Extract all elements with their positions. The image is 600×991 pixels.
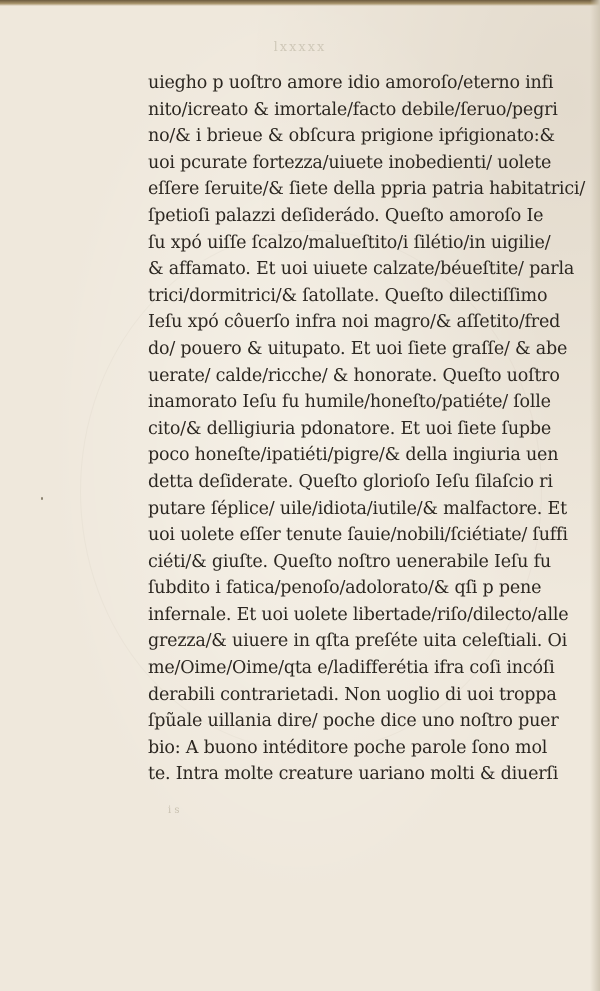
text-line: ſubdito i fatica/penoſo/adolorato/& qſi p pene [148,578,542,599]
text-line: bio: A buono intéditore poche parole ſono mol [148,737,548,758]
text-line: eſſere ſeruite/& ſiete della ppria patria habitatrici/ [148,179,586,200]
page-top-edge [0,0,600,6]
bottom-mark: i s [168,805,180,816]
text-line: do/ pouero & uitupato. Et uoi ſiete graſſe/ & abe [148,338,568,359]
ink-speck [41,497,43,500]
text-line: nito/icreato & imortale/facto debile/ſeruo/pegri [148,99,558,120]
text-line: uiegho p uoſtro amore idio amoroſo/eterno infi [148,73,554,93]
text-line: uoi uolete eſſer tenute ſauie/nobili/ſciétiate/ ſuffi [148,525,568,546]
text-line: uoi pcurate fortezza/uiuete inobedienti/ uolete [148,152,552,173]
text-line: me/Oime/Oime/qta e/ladifferétia ifra coſi incóſi [148,658,555,679]
page-right-edge [590,0,600,991]
text-line: detta deſiderate. Queſto glorioſo Ieſu ſilaſcio ri [148,471,553,492]
text-line: & affamato. Et uoi uiuete calzate/béueſtite/ parla [148,259,575,280]
text-line: ciéti/& giuſte. Queſto noſtro uenerabile Ieſu fu [148,551,551,572]
text-line: Ieſu xpó côuerſo infra noi magro/& aſſetito/fred [148,312,561,333]
text-line: ſpũale uillania dire/ poche dice uno noſtro puer [148,711,559,732]
text-line: ſu xpó uiſſe ſcalzo/malueſtito/i ſilétio/in uigilie/ [148,232,551,253]
text-line: cito/& delligiuria pdonatore. Et uoi ſiete ſupbe [148,418,552,439]
text-line: te. Intra molte creature uariano molti & diuerſi [148,764,559,785]
text-line: derabili contrarietadi. Non uoglio di uoi troppa [148,684,557,705]
text-line: trici/dormitrici/& ſatollate. Queſto dilectiſſimo [148,285,548,306]
text-line: no/& i brieue & obſcura prigione ipŕigionato:& [148,126,555,147]
text-line: putare ſéplice/ uile/idiota/iutile/& malfactore. Et [148,498,567,519]
text-line: infernale. Et uoi uolete libertade/riſo/dilecto/alle [148,604,569,625]
text-line: ſpetioſi palazzi deſiderádo. Queſto amoroſo Ie [148,205,544,226]
text-line: poco honeſte/ipatiéti/pigre/& della ingiuria uen [148,445,559,466]
text-block [148,70,588,788]
folio-number: lxxxxx [273,40,327,55]
text-line: inamorato Ieſu fu humile/honeſto/patiéte/ ſolle [148,392,551,413]
text-line: grezza/& uiuere in qſta preſéte uita celeſtiali. Oi [148,631,568,652]
text-line: uerate/ calde/ricche/ & honorate. Queſto uoſtro [148,365,560,386]
